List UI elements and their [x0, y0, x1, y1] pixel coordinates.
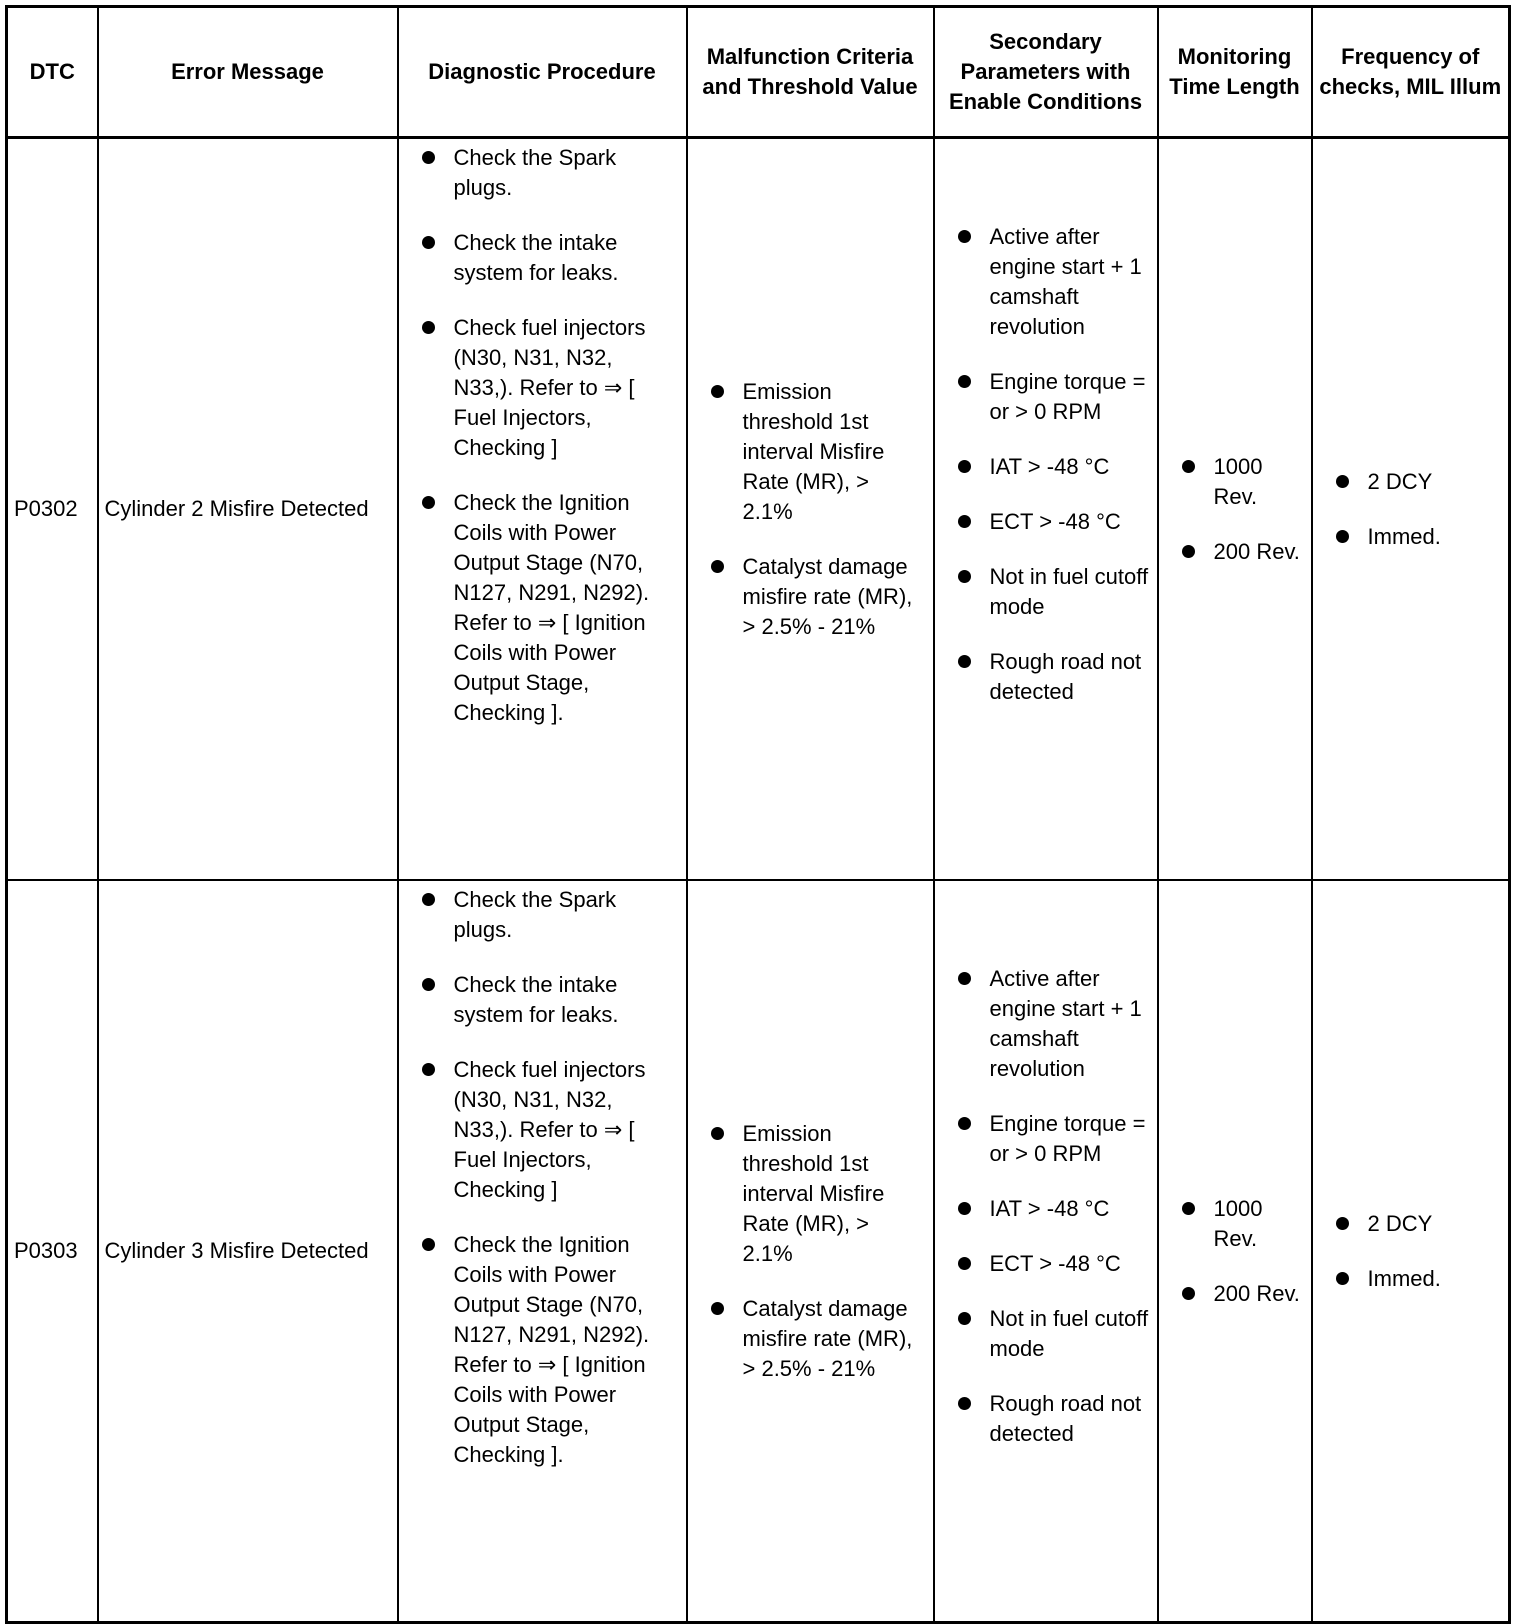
- secondary-list: [935, 222, 1157, 707]
- bullet-icon: [1336, 475, 1349, 488]
- monitoring-cell: [1158, 138, 1312, 881]
- bullet-icon: [422, 1238, 435, 1251]
- list-item: [990, 1249, 1151, 1279]
- bullet-icon: [711, 1127, 724, 1140]
- bullet-icon: [1336, 1272, 1349, 1285]
- header-frequency: Frequency of checks, MIL Illum: [1312, 7, 1510, 138]
- bullet-icon: [1182, 1202, 1195, 1215]
- list-item: [990, 562, 1151, 622]
- header-monitoring-time: Monitoring Time Length: [1158, 7, 1312, 138]
- list-item: [990, 964, 1151, 1084]
- table-row: [7, 880, 1510, 1623]
- procedure-step: Check fuel injectors (N30, N31, N32, N33,). Refer to ⇒ [ Fuel Injectors, Checking ]: [453, 315, 646, 460]
- bullet-icon: [958, 1202, 971, 1215]
- bullet-icon: [422, 321, 435, 334]
- bullet-icon: [711, 1302, 724, 1315]
- table-row: [7, 138, 1510, 881]
- table-header: [7, 7, 1510, 138]
- frequency-item: 2 DCY: [1367, 1210, 1433, 1236]
- list-item: [990, 222, 1151, 342]
- dtc-code: P0303: [14, 1238, 78, 1263]
- monitoring-cell: [1158, 880, 1312, 1623]
- procedure-list: [399, 885, 686, 1470]
- header-diagnostic-procedure: Diagnostic Procedure: [398, 7, 687, 138]
- frequency-cell: [1312, 138, 1510, 881]
- dtc-cell: [7, 880, 98, 1623]
- secondary-item: Not in fuel cutoff mode: [989, 563, 1149, 619]
- procedure-list: [399, 143, 686, 728]
- frequency-item: Immed.: [1367, 523, 1441, 549]
- bullet-icon: [958, 515, 971, 528]
- secondary-item: Rough road not detected: [989, 1390, 1142, 1446]
- bullet-icon: [958, 1257, 971, 1270]
- header-dtc: DTC: [7, 7, 98, 138]
- list-item: [1214, 452, 1305, 512]
- list-item: [454, 970, 678, 1030]
- secondary-item: Active after engine start + 1 camshaft revolution: [989, 965, 1142, 1081]
- bullet-icon: [422, 893, 435, 906]
- list-item: [454, 1230, 678, 1470]
- bullet-icon: [958, 375, 971, 388]
- dtc-cell: [7, 138, 98, 881]
- criteria-item: Emission threshold 1st interval Misfire Rate (MR), > 2.1%: [742, 1120, 885, 1266]
- list-item: [743, 552, 925, 642]
- error-message-cell: [98, 880, 398, 1623]
- frequency-item: Immed.: [1367, 1265, 1441, 1291]
- list-item: [454, 885, 678, 945]
- list-item: [454, 488, 678, 728]
- list-item: [743, 377, 925, 527]
- frequency-list: [1313, 467, 1509, 552]
- bullet-icon: [1182, 460, 1195, 473]
- list-item: [454, 228, 678, 288]
- list-item: [990, 1304, 1151, 1364]
- list-item: [990, 452, 1151, 482]
- list-item: [990, 1389, 1151, 1449]
- list-item: [1368, 522, 1503, 552]
- secondary-item: IAT > -48 °C: [989, 1195, 1110, 1221]
- procedure-cell: [398, 138, 687, 881]
- monitoring-item: 200 Rev.: [1213, 1280, 1300, 1306]
- secondary-item: ECT > -48 °C: [989, 508, 1121, 534]
- bullet-icon: [711, 385, 724, 398]
- bullet-icon: [958, 1397, 971, 1410]
- criteria-item: Catalyst damage misfire rate (MR), > 2.5% - 21%: [742, 553, 913, 639]
- procedure-step: Check the Spark plugs.: [453, 145, 617, 200]
- header-row: [7, 7, 1510, 138]
- error-message: Cylinder 3 Misfire Detected: [104, 1238, 369, 1263]
- monitoring-item: 1000 Rev.: [1213, 1195, 1263, 1251]
- bullet-icon: [422, 236, 435, 249]
- list-item: [990, 647, 1151, 707]
- secondary-item: Active after engine start + 1 camshaft revolution: [989, 223, 1142, 339]
- bullet-icon: [958, 1117, 971, 1130]
- list-item: [1368, 1264, 1503, 1294]
- bullet-icon: [958, 1312, 971, 1325]
- list-item: [990, 1194, 1151, 1224]
- bullet-icon: [958, 972, 971, 985]
- list-item: [1214, 1194, 1305, 1254]
- bullet-icon: [1182, 545, 1195, 558]
- procedure-step: Check the intake system for leaks.: [453, 230, 619, 285]
- bullet-icon: [422, 151, 435, 164]
- procedure-step: Check the Ignition Coils with Power Output Stage (N70, N127, N291, N292). Refer to ⇒ [ Ignition Coils with Power Output Stage, Checking ].: [453, 490, 650, 725]
- bullet-icon: [422, 496, 435, 509]
- criteria-cell: [687, 880, 934, 1623]
- frequency-list: [1313, 1209, 1509, 1294]
- dtc-code: P0302: [14, 496, 78, 521]
- bullet-icon: [958, 570, 971, 583]
- list-item: [1214, 537, 1305, 567]
- bullet-icon: [422, 978, 435, 991]
- bullet-icon: [1182, 1287, 1195, 1300]
- monitoring-item: 1000 Rev.: [1213, 453, 1263, 509]
- criteria-cell: [687, 138, 934, 881]
- monitoring-list: [1159, 1194, 1311, 1309]
- monitoring-item: 200 Rev.: [1213, 538, 1300, 564]
- bullet-icon: [422, 1063, 435, 1076]
- secondary-cell: [934, 138, 1158, 881]
- bullet-icon: [958, 230, 971, 243]
- error-message: Cylinder 2 Misfire Detected: [104, 496, 369, 521]
- list-item: [990, 507, 1151, 537]
- list-item: [990, 1109, 1151, 1169]
- list-item: [1214, 1279, 1305, 1309]
- secondary-list: [935, 964, 1157, 1449]
- list-item: [1368, 467, 1503, 497]
- secondary-item: Rough road not detected: [989, 648, 1142, 704]
- procedure-cell: [398, 880, 687, 1623]
- secondary-item: Not in fuel cutoff mode: [989, 1305, 1149, 1361]
- table-body: [7, 138, 1510, 1623]
- bullet-icon: [958, 655, 971, 668]
- secondary-item: ECT > -48 °C: [989, 1250, 1121, 1276]
- list-item: [743, 1119, 925, 1269]
- header-error-message: Error Message: [98, 7, 398, 138]
- monitoring-list: [1159, 452, 1311, 567]
- bullet-icon: [958, 460, 971, 473]
- secondary-item: Engine torque = or > 0 RPM: [989, 368, 1146, 424]
- procedure-step: Check the intake system for leaks.: [453, 972, 619, 1027]
- frequency-item: 2 DCY: [1367, 468, 1433, 494]
- list-item: [743, 1294, 925, 1384]
- list-item: [454, 313, 678, 463]
- list-item: [990, 367, 1151, 427]
- secondary-cell: [934, 880, 1158, 1623]
- secondary-item: IAT > -48 °C: [989, 453, 1110, 479]
- criteria-item: Catalyst damage misfire rate (MR), > 2.5% - 21%: [742, 1295, 913, 1381]
- secondary-item: Engine torque = or > 0 RPM: [989, 1110, 1146, 1166]
- bullet-icon: [711, 560, 724, 573]
- criteria-list: [688, 377, 933, 642]
- bullet-icon: [1336, 530, 1349, 543]
- header-malfunction-criteria: Malfunction Criteria and Threshold Value: [687, 7, 934, 138]
- dtc-table: [5, 5, 1511, 1624]
- list-item: [454, 1055, 678, 1205]
- error-message-cell: [98, 138, 398, 881]
- criteria-item: Emission threshold 1st interval Misfire Rate (MR), > 2.1%: [742, 378, 885, 524]
- procedure-step: Check the Spark plugs.: [453, 887, 617, 942]
- header-secondary-parameters: Secondary Parameters with Enable Conditions: [934, 7, 1158, 138]
- procedure-step: Check fuel injectors (N30, N31, N32, N33,). Refer to ⇒ [ Fuel Injectors, Checking ]: [453, 1057, 646, 1202]
- bullet-icon: [1336, 1217, 1349, 1230]
- list-item: [1368, 1209, 1503, 1239]
- list-item: [454, 143, 678, 203]
- criteria-list: [688, 1119, 933, 1384]
- procedure-step: Check the Ignition Coils with Power Output Stage (N70, N127, N291, N292). Refer to ⇒ [ Ignition Coils with Power Output Stage, Checking ].: [453, 1232, 650, 1467]
- frequency-cell: [1312, 880, 1510, 1623]
